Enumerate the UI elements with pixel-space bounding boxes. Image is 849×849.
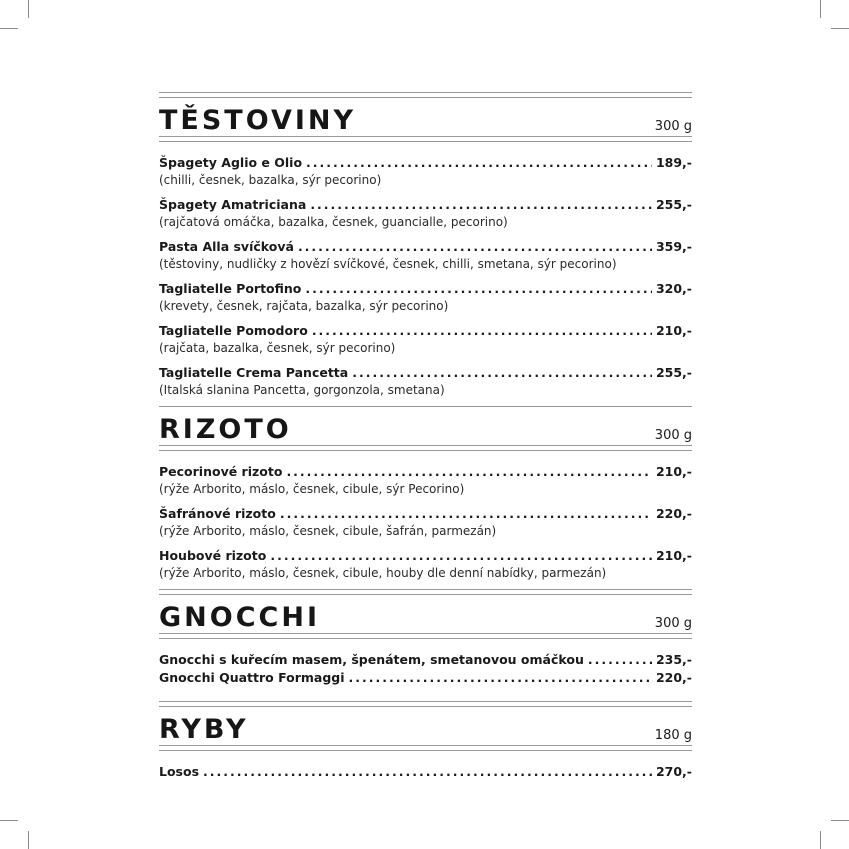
item-name: Houbové rizoto <box>159 548 267 563</box>
menu-item <box>159 154 692 188</box>
dot-leader <box>280 505 652 523</box>
item-price: 210,- <box>655 464 692 479</box>
section-header <box>159 407 692 445</box>
item-price: 220,- <box>655 506 692 521</box>
item-name: Gnocchi s kuřecím masem, špenátem, smetanovou omáčkou <box>159 652 584 667</box>
dot-leader <box>306 154 652 172</box>
menu-item <box>159 763 692 781</box>
item-description: (krevety, česnek, rajčata, bazalka, sýr pecorino) <box>159 299 449 313</box>
item-description: (Italská slanina Pancetta, gorgonzola, smetana) <box>159 383 445 397</box>
crop-mark <box>820 831 821 849</box>
item-description: (těstoviny, nudličky z hovězí svíčkové, česnek, chilli, smetana, sýr pecorino) <box>159 257 617 271</box>
section-header <box>159 707 692 745</box>
crop-mark <box>0 820 18 821</box>
menu-section-gnocchi <box>159 589 692 687</box>
item-name: Gnocchi Quattro Formaggi <box>159 670 345 685</box>
menu-page <box>159 92 692 789</box>
crop-mark <box>820 0 821 18</box>
dot-leader <box>286 463 652 481</box>
menu-item <box>159 505 692 539</box>
section-title: RIZOTO <box>159 414 292 445</box>
item-name: Pecorinové rizoto <box>159 464 283 479</box>
item-name: Šafránové rizoto <box>159 506 276 521</box>
menu-section-rizoto <box>159 406 692 581</box>
dot-leader <box>298 238 652 256</box>
dot-leader <box>310 196 652 214</box>
crop-mark <box>28 831 29 849</box>
section-title: GNOCCHI <box>159 602 320 633</box>
section-title: TĚSTOVINY <box>159 105 357 136</box>
item-list <box>159 639 692 687</box>
item-list <box>159 451 692 581</box>
crop-mark <box>0 28 18 29</box>
item-description: (rajčata, bazalka, česnek, sýr pecorino) <box>159 341 396 355</box>
menu-section-ryby <box>159 695 692 781</box>
dot-leader <box>352 364 652 382</box>
item-description: (rýže Arborito, máslo, česnek, cibule, šafrán, parmezán) <box>159 524 497 538</box>
item-name: Pasta Alla svíčková <box>159 239 294 254</box>
menu-item <box>159 238 692 272</box>
section-weight: 300 g <box>654 616 692 631</box>
menu-item <box>159 669 692 687</box>
item-price: 220,- <box>655 670 692 685</box>
item-price: 320,- <box>655 281 692 296</box>
item-list <box>159 142 692 398</box>
section-weight: 180 g <box>654 728 692 743</box>
menu-item <box>159 322 692 356</box>
menu-item <box>159 196 692 230</box>
dot-leader <box>588 651 652 669</box>
item-price: 210,- <box>655 323 692 338</box>
item-name: Tagliatelle Crema Pancetta <box>159 365 349 380</box>
dot-leader <box>203 763 652 781</box>
dot-leader <box>349 669 652 687</box>
crop-mark <box>831 28 849 29</box>
section-header <box>159 595 692 633</box>
item-name: Losos <box>159 764 200 779</box>
section-title: RYBY <box>159 714 249 745</box>
item-description: (rýže Arborito, máslo, česnek, cibule, houby dle denní nabídky, parmezán) <box>159 566 607 580</box>
item-description: (chilli, česnek, bazalka, sýr pecorino) <box>159 173 382 187</box>
menu-item <box>159 280 692 314</box>
dot-leader <box>270 547 652 565</box>
menu-section-testoviny <box>159 92 692 398</box>
section-weight: 300 g <box>654 119 692 134</box>
dot-leader <box>312 322 652 340</box>
item-price: 235,- <box>655 652 692 667</box>
section-weight: 300 g <box>654 428 692 443</box>
menu-item <box>159 364 692 398</box>
item-list <box>159 751 692 781</box>
item-price: 255,- <box>655 197 692 212</box>
crop-mark <box>831 820 849 821</box>
crop-mark <box>28 0 29 18</box>
item-price: 255,- <box>655 365 692 380</box>
item-name: Tagliatelle Pomodoro <box>159 323 308 338</box>
menu-item <box>159 463 692 497</box>
item-description: (rajčatová omáčka, bazalka, česnek, guancialle, pecorino) <box>159 215 508 229</box>
dot-leader <box>305 280 652 298</box>
menu-item <box>159 547 692 581</box>
item-price: 210,- <box>655 548 692 563</box>
item-price: 359,- <box>655 239 692 254</box>
item-name: Tagliatelle Portofino <box>159 281 302 296</box>
item-price: 270,- <box>655 764 692 779</box>
item-name: Špagety Amatriciana <box>159 197 307 212</box>
item-name: Špagety Aglio e Olio <box>159 155 303 170</box>
item-price: 189,- <box>655 155 692 170</box>
section-header <box>159 98 692 136</box>
item-description: (rýže Arborito, máslo, česnek, cibule, sýr Pecorino) <box>159 482 465 496</box>
menu-item <box>159 651 692 669</box>
